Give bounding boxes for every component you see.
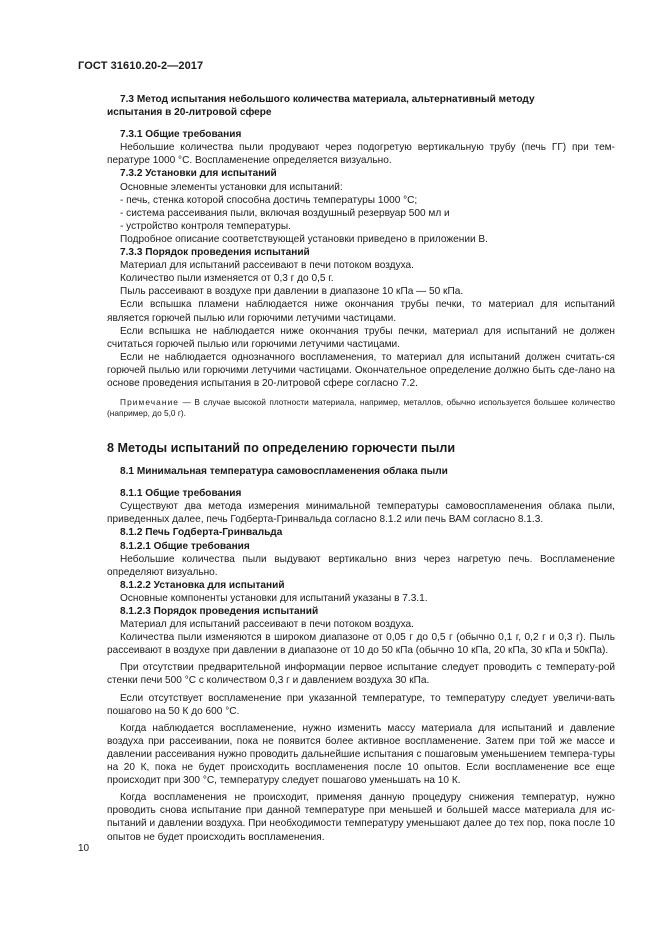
note: [107, 397, 615, 419]
paragraph: Основные элементы установки для испытаний:: [120, 181, 343, 193]
paragraph: Если вспышка пламени наблюдается ниже окончания трубы печки, то материал для испытаний является горючей пылью или горючими летучими частицами.: [107, 299, 615, 324]
list-item: - печь, стенка которой способна достичь температуры 1000 °С;: [120, 194, 418, 206]
paragraph: Небольшие количества пыли продувают через подогретую вертикальную трубу (печь ГГ) при тем-пературе 1000 °С. Воспламенение определяется визуально.: [107, 142, 615, 167]
section-7-3-1-title: 7.3.1 Общие требования: [120, 129, 242, 141]
note-label: Примечание: [120, 397, 180, 408]
paragraph: Пыль рассеивают в воздухе при давлении в диапазоне 10 кПа — 50 кПа.: [120, 286, 464, 298]
paragraph: Количества пыли изменяются в широком диапазоне от 0,05 г до 0,5 г (обычно 0,1 г, 0,2 г и 0,3 г). Пыль рассеивают в воздухе при давлении в диапазоне от 10 до 50 кПа (обычно 10 кПа, 20 кПа, 30 кПа и 50кПа).: [107, 632, 615, 657]
paragraph: Если вспышка не наблюдается ниже окончания трубы печки, материал для испытаний не должен считаться горючей пылью или горючими летучими частицами.: [107, 325, 615, 350]
paragraph: Если не наблюдается однозначного воспламенения, то материал для испытаний должен считать-ся горючей пылью или горючими летучими частицами. Окончательное определение должно быть сде-лано на основе проведения испытания в 20-литровой сфере согласно 7.2.: [107, 351, 615, 389]
section-8-1-1-title: 8.1.1 Общие требования: [120, 488, 242, 500]
section-8-1-2-1-title: 8.1.2.1 Общие требования: [120, 540, 250, 552]
paragraph: Когда наблюдается воспламенение, нужно изменить массу материала для испытаний и давление воздуха при рассеивании, пока не появится более активное воспламенение. Затем при той же массе и давлении рассеивания нужно проводить дальнейшие испытания с пошаговым уменьшением темпера-туры на 20 К, пока не будет происходить воспламенения после 10 опытов. Если воспламенение все еще происходит при 300 °С, температуру следует пошагово уменьшать на 10 К.: [107, 722, 615, 787]
section-8-1-2-2-title: 8.1.2.2 Установка для испытаний: [120, 579, 285, 591]
document-header: ГОСТ 31610.20-2—2017: [78, 60, 204, 72]
section-7-3-3-title: 7.3.3 Порядок проведения испытаний: [120, 247, 310, 259]
section-7-3-2-title: 7.3.2 Установки для испытаний: [120, 168, 277, 180]
list-item: - система рассеивания пыли, включая воздушный резервуар 500 мл и: [120, 207, 450, 219]
page-number: 10: [78, 843, 90, 854]
paragraph: Существуют два метода измерения минимальной температуры самовоспламенения облака пыли, приведенных далее, печь Годберта-Гринвальда согласно 8.1.2 или печь ВАМ согласно 8.1.3.: [107, 501, 615, 526]
paragraph: Материал для испытаний рассеивают в печи потоком воздуха.: [120, 260, 414, 272]
section-8-1-2-3-title: 8.1.2.3 Порядок проведения испытаний: [120, 606, 319, 617]
section-8-1-title: 8.1 Минимальная температура самовоспламенения облака пыли: [120, 466, 448, 478]
document-body: [107, 93, 615, 844]
list-item: - устройство контроля температуры.: [120, 220, 291, 232]
paragraph: Когда воспламенения не происходит, применяя данную процедуру снижения температур, нужно проводить снова испытание при данной температуре при меньшей и большей массе материала для ис-пытаний и давлении воздуха. При необходимости температуру уменьшают далее до тех пор, пока после 10 опытов не будет происходить воспламенения.: [107, 792, 615, 843]
paragraph: Если отсутствует воспламенение при указанной температуре, то температуру следует увеличи-вать пошагово на 50 К до 600 °С.: [107, 692, 615, 717]
paragraph: Количество пыли изменяется от 0,3 г до 0,5 г.: [120, 273, 334, 285]
paragraph: Материал для испытаний рассеивают в печи потоком воздуха.: [120, 619, 414, 631]
paragraph: Небольшие количества пыли выдувают вертикально вниз через нагретую печь. Воспламенение определяют визуально.: [107, 553, 615, 578]
paragraph: При отсутствии предварительной информации первое испытание следует проводить с температу-рой стенки печи 500 °С с количеством 0,3 г и давлением воздуха 30 кПа.: [107, 662, 615, 687]
section-8-1-2-title: 8.1.2 Печь Годберта-Гринвальда: [120, 527, 283, 539]
note-text: — В случае высокой плотности материала, например, металлов, обычно используется большее количество (например, до 5,0 г).: [107, 397, 615, 419]
section-8-title: 8 Методы испытаний по определению горючести пыли: [107, 441, 456, 456]
paragraph: Основные компоненты установки для испытаний указаны в 7.3.1.: [120, 592, 428, 604]
section-7-3-title: 7.3 Метод испытания небольшого количества материала, альтернативный методу испытания в 20-литровой сфере: [107, 94, 535, 119]
paragraph: Подробное описание соответствующей установки приведено в приложении В.: [120, 233, 488, 245]
